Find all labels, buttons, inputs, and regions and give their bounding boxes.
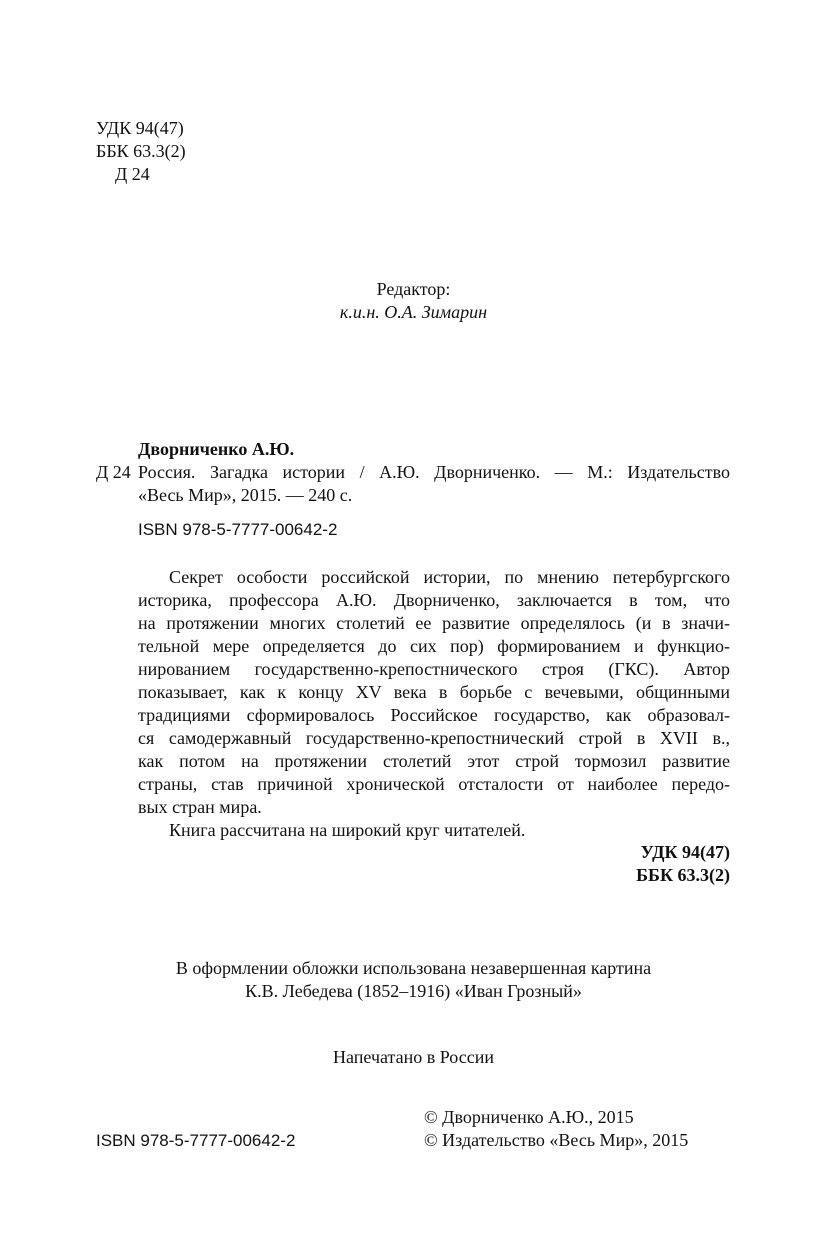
udk-bottom: УДК 94(47) xyxy=(640,842,730,862)
annotation-line: вых стран мира. xyxy=(138,797,262,817)
author-mark-top: Д 24 xyxy=(115,164,150,184)
author-mark: Д 24 xyxy=(96,462,131,482)
printed-in: Напечатано в России xyxy=(333,1047,494,1067)
annotation-line: на протяжении многих столетий ее развитие определялось (и в значи- xyxy=(138,613,730,633)
annotation-line: нированием государственно-крепостнического строя (ГКС). Автор xyxy=(138,659,730,679)
annotation-line: традициями сформировалось Российское государство, как образовал- xyxy=(138,705,730,725)
udk-top: УДК 94(47) xyxy=(96,118,184,138)
cover-note-line-2: К.В. Лебедева (1852–1916) «Иван Грозный» xyxy=(245,981,582,1001)
editor-label: Редактор: xyxy=(376,279,451,299)
readership-note: Книга рассчитана на широкий круг читателей. xyxy=(169,820,526,840)
author-heading: Дворниченко А.Ю. xyxy=(138,439,295,459)
annotation-line: показывает, как к концу XV века в борьбе с вечевыми, общинными xyxy=(138,682,730,702)
bbk-bottom: ББК 63.3(2) xyxy=(636,865,730,885)
annotation-line: как потом на протяжении столетий этот строй тормозил развитие xyxy=(138,751,730,771)
isbn-footer: ISBN 978-5-7777-00642-2 xyxy=(96,1131,296,1150)
isbn-main: ISBN 978-5-7777-00642-2 xyxy=(138,520,338,539)
copyright-publisher: © Издательство «Весь Мир», 2015 xyxy=(424,1130,689,1150)
annotation-line: тельной мере определяется до сих пор) формированием и функцио- xyxy=(138,636,730,656)
cover-note-line-1: В оформлении обложки использована незавершенная картина xyxy=(175,958,652,978)
bbk-top: ББК 63.3(2) xyxy=(96,141,186,161)
copyright-author: © Дворниченко А.Ю., 2015 xyxy=(424,1107,634,1127)
annotation-line: страны, став причиной хронической отсталости от наиболее передо- xyxy=(138,774,730,794)
editor-name: к.и.н. О.А. Зимарин xyxy=(339,302,488,322)
annotation-line: историка, профессора А.Ю. Дворниченко, заключается в том, что xyxy=(138,590,730,610)
annotation-line: Секрет особости российской истории, по мнению петербургского xyxy=(169,567,730,587)
annotation-line: ся самодержавный государственно-крепостнический строй в XVII в., xyxy=(138,728,730,748)
bib-line-2: «Весь Мир», 2015. — 240 с. xyxy=(138,485,353,505)
bib-line-1: Россия. Загадка истории / А.Ю. Дворниченко. — М.: Издательство xyxy=(138,462,730,482)
